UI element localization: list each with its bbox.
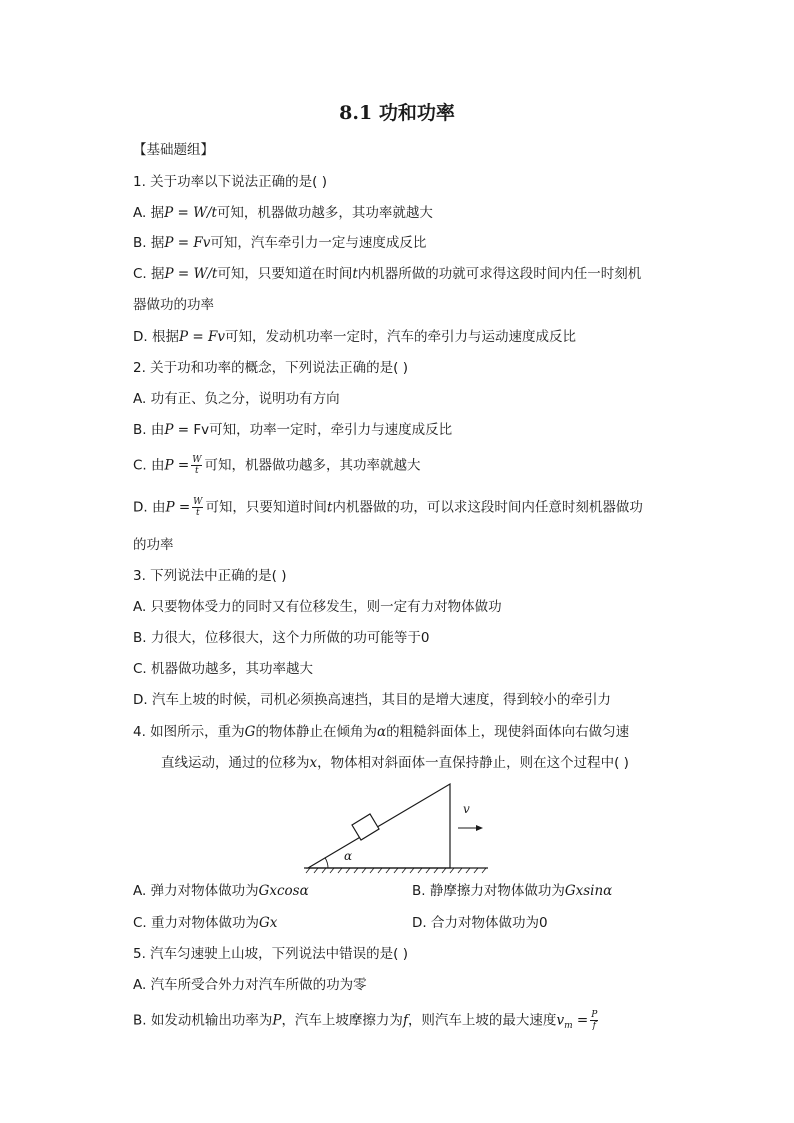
q4-stem: 4. 如图所示，重为G的物体静止在倾角为α的粗糙斜面体上，现使斜面体向右做匀速 bbox=[133, 724, 630, 740]
incline-wedge bbox=[308, 784, 450, 868]
q5-option-a: A. 汽车所受合外力对汽车所做的功为零 bbox=[133, 977, 367, 993]
angle-label: α bbox=[344, 849, 353, 863]
q2-option-a: A. 功有正、负之分，说明功有方向 bbox=[133, 391, 340, 407]
q3-option-c: C. 机器做功越多，其功率越大 bbox=[133, 661, 314, 677]
fraction-w-over-t: $\frac{W}{t}$ bbox=[192, 455, 202, 476]
q2-option-c: C. 由P = $\frac{W}{t}$ 可知，机器做功越多，其功率就越大 bbox=[133, 455, 421, 476]
q1-stem: 1. 关于功率以下说法正确的是( ) bbox=[133, 174, 327, 190]
q3-stem: 3. 下列说法中正确的是( ) bbox=[133, 568, 287, 584]
q2-option-b: B. 由P = Fv可知，功率一定时，牵引力与速度成反比 bbox=[133, 422, 453, 438]
q1-option-a: A. 据P = W/t可知，机器做功越多，其功率就越大 bbox=[133, 205, 433, 221]
q5-stem: 5. 汽车匀速驶上山坡，下列说法中错误的是( ) bbox=[133, 946, 408, 962]
block bbox=[352, 814, 379, 840]
fraction-w-over-t: $\frac{W}{t}$ bbox=[193, 497, 203, 518]
q4-option-a: A. 弹力对物体做功为Gxcosα bbox=[133, 883, 309, 899]
q4-option-c: C. 重力对物体做功为Gx bbox=[133, 915, 278, 931]
q3-option-d: D. 汽车上坡的时候，司机必须换高速挡，其目的是增大速度，得到较小的牵引力 bbox=[133, 692, 611, 708]
q4-option-d: D. 合力对物体做功为0 bbox=[412, 915, 548, 931]
q4-option-b: B. 静摩擦力对物体做功为Gxsinα bbox=[412, 883, 613, 899]
q2-option-d-cont: 的功率 bbox=[133, 537, 174, 553]
q2-option-d: D. 由P = $\frac{W}{t}$ 可知，只要知道时间t内机器做的功，可以求这段时间内任意时刻机器做功 bbox=[133, 497, 643, 518]
incline-figure bbox=[300, 778, 495, 874]
q1-option-c: C. 据P = W/t可知，只要知道在时间t内机器所做的功就可求得这段时间内任一时刻机 bbox=[133, 266, 642, 282]
q5-option-b: B. 如发动机输出功率为P，汽车上坡摩擦力为f，则汽车上坡的最大速度$v_m$ = $\frac{P}{f}$ bbox=[133, 1010, 598, 1032]
q1-option-b: B. 据P = Fv可知，汽车牵引力一定与速度成反比 bbox=[133, 235, 427, 251]
velocity-label: v bbox=[463, 802, 470, 816]
velocity-arrowhead bbox=[476, 825, 483, 831]
fraction-p-over-f: $\frac{P}{f}$ bbox=[591, 1010, 598, 1031]
q3-option-b: B. 力很大，位移很大，这个力所做的功可能等于0 bbox=[133, 630, 430, 646]
ground-hatching bbox=[306, 868, 486, 873]
q4-stem-cont: 直线运动，通过的位移为x，物体相对斜面体一直保持静止，则在这个过程中( ) bbox=[161, 755, 629, 771]
q1-option-c-cont: 器做功的功率 bbox=[133, 297, 214, 313]
angle-arc bbox=[325, 858, 328, 868]
page-title: 8.1 功和功率 bbox=[339, 102, 455, 124]
section-heading: 【基础题组】 bbox=[133, 142, 214, 158]
q3-option-a: A. 只要物体受力的同时又有位移发生，则一定有力对物体做功 bbox=[133, 599, 502, 615]
q2-stem: 2. 关于功和功率的概念，下列说法正确的是( ) bbox=[133, 360, 408, 376]
q1-option-d: D. 根据P = Fv可知，发动机功率一定时，汽车的牵引力与运动速度成反比 bbox=[133, 329, 576, 345]
